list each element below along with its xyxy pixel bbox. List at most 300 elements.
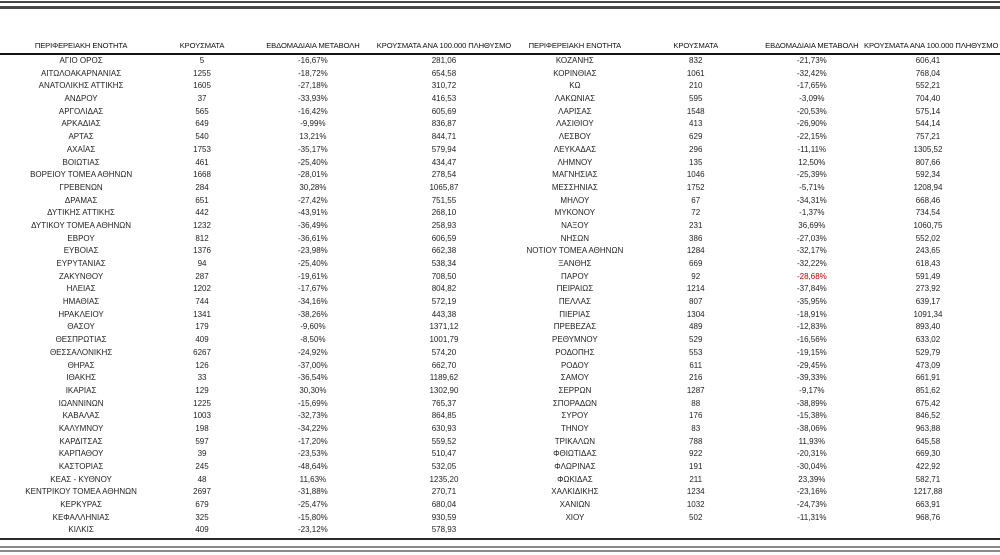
weekly-change-cell: -39,33%: [796, 373, 827, 383]
weekly-change-cell: -9,99%: [300, 119, 326, 129]
table-row: [8, 169, 512, 182]
table-row: [8, 55, 512, 68]
region-cell: ΡΟΔΟΠΗΣ: [555, 347, 595, 357]
weekly-change-cell: -15,80%: [298, 512, 328, 522]
weekly-change-cell: -34,22%: [298, 423, 328, 433]
region-cell: ΚΑΡΔΙΤΣΑΣ: [59, 436, 103, 446]
table-row: [518, 347, 992, 360]
cases-per-100k-cell: 1208,94: [913, 182, 943, 192]
region-cell: ΠΙΕΡΙΑΣ: [559, 309, 591, 319]
weekly-change-cell: -3,09%: [799, 94, 825, 104]
region-cell: ΓΡΕΒΕΝΩΝ: [59, 182, 103, 192]
weekly-change-cell: -19,61%: [298, 271, 328, 281]
cases-cell: 922: [689, 449, 703, 459]
table-row: [518, 131, 992, 144]
region-cell: ΗΜΑΘΙΑΣ: [62, 297, 100, 307]
table-row: [8, 372, 512, 385]
region-cell: ΚΟΖΑΝΗΣ: [555, 56, 594, 65]
cases-cell: 1255: [193, 68, 211, 78]
cases-per-100k-cell: 768,04: [915, 68, 941, 78]
left-table-header-row: [8, 39, 512, 53]
weekly-change-cell: -9,60%: [300, 322, 326, 332]
weekly-change-cell: -17,67%: [298, 284, 328, 294]
weekly-change-cell: -23,98%: [298, 246, 328, 256]
table-row: [518, 106, 992, 119]
weekly-change-cell: -32,22%: [796, 259, 827, 268]
cases-per-100k-cell: 639,17: [915, 297, 941, 307]
region-cell: ΤΡΙΚΑΛΩΝ: [554, 436, 595, 446]
cases-per-100k-cell: 1305,52: [913, 144, 943, 154]
cases-cell: 296: [689, 144, 703, 154]
cases-per-100k-cell: 669,30: [915, 449, 941, 459]
cases-per-100k-cell: 268,10: [431, 208, 457, 218]
cases-per-100k-cell: 633,02: [915, 335, 941, 345]
cases-per-100k-cell: 278,54: [431, 170, 457, 180]
cases-cell: 245: [195, 462, 209, 471]
table-row: [8, 258, 512, 271]
region-cell: ΑΡΓΟΛΙΔΑΣ: [58, 106, 104, 116]
cases-per-100k-cell: 605,69: [431, 106, 457, 116]
cases-per-100k-cell: 734,54: [915, 208, 941, 218]
region-cell: ΚΑΛΥΜΝΟΥ: [58, 423, 104, 433]
cases-per-100k-cell: 846,52: [915, 411, 941, 421]
cases-cell: 176: [689, 411, 703, 421]
weekly-change-cell: -22,15%: [796, 132, 827, 142]
weekly-change-cell: -43,91%: [298, 208, 328, 218]
region-cell: ΕΥΒΟΙΑΣ: [63, 246, 99, 256]
table-row: [8, 512, 512, 525]
cases-per-100k-cell: 538,34: [431, 259, 457, 268]
weekly-change-cell: -32,42%: [796, 68, 827, 78]
weekly-change-cell: -29,45%: [796, 360, 827, 370]
weekly-change-cell: -16,67%: [298, 56, 328, 65]
region-cell: ΠΡΕΒΕΖΑΣ: [553, 322, 597, 332]
weekly-change-cell: -38,26%: [298, 309, 328, 319]
cases-per-100k-cell: 592,34: [915, 170, 941, 180]
cases-per-100k-cell: 532,05: [431, 462, 457, 471]
cases-per-100k-cell: 243,65: [915, 246, 941, 256]
table-row: [8, 80, 512, 93]
cases-per-100k-cell: 630,93: [431, 423, 457, 433]
cases-per-100k-cell: 844,71: [431, 132, 457, 142]
table-row: [518, 144, 992, 157]
weekly-change-cell: -31,88%: [298, 487, 328, 497]
cases-per-100k-cell: 963,88: [915, 423, 941, 433]
weekly-change-cell: -35,95%: [796, 297, 827, 307]
weekly-change-cell: -37,84%: [796, 284, 827, 294]
weekly-change-cell: -27,03%: [796, 233, 827, 243]
cases-per-100k-cell: 662,70: [431, 360, 457, 370]
region-cell: ΠΑΡΟΥ: [561, 271, 589, 281]
table-row: [8, 106, 512, 119]
cases-cell: 744: [195, 297, 209, 307]
table-row: [518, 385, 992, 398]
cases-cell: 67: [691, 195, 701, 205]
cases-cell: 210: [689, 81, 703, 91]
cases-cell: 540: [195, 132, 209, 142]
table-row: [8, 182, 512, 195]
cases-cell: 33: [197, 373, 207, 383]
weekly-change-cell: -38,89%: [796, 398, 827, 408]
table-row: [8, 131, 512, 144]
cases-per-100k-cell: 579,94: [431, 144, 457, 154]
cases-cell: 135: [689, 157, 703, 167]
table-row: [518, 334, 992, 347]
cases-per-100k-cell: 510,47: [431, 449, 457, 459]
weekly-change-cell: 36,69%: [798, 220, 826, 230]
cases-per-100k-cell: 591,49: [915, 271, 941, 281]
cases-cell: 1225: [193, 398, 211, 408]
table-row: [518, 93, 992, 106]
cases-cell: 409: [195, 525, 209, 535]
cases-cell: 191: [689, 462, 703, 471]
table-row: [8, 233, 512, 246]
cases-cell: 649: [195, 119, 209, 129]
region-cell: ΚΕΝΤΡΙΚΟΥ ΤΟΜΕΑ ΑΘΗΝΩΝ: [25, 487, 137, 497]
region-cell: ΙΩΑΝΝΙΝΩΝ: [58, 398, 104, 408]
region-cell: ΙΘΑΚΗΣ: [66, 373, 96, 383]
region-cell: ΦΘΙΩΤΙΔΑΣ: [553, 449, 597, 459]
cases-cell: 788: [689, 436, 703, 446]
region-cell: ΙΚΑΡΙΑΣ: [65, 385, 97, 395]
cases-per-100k-cell: 606,41: [915, 56, 941, 65]
cases-cell: 651: [195, 195, 209, 205]
table-row: [518, 474, 992, 487]
table-row: [518, 436, 992, 449]
cases-per-100k-cell: 1091,34: [913, 309, 943, 319]
cases-per-100k-cell: 662,38: [431, 246, 457, 256]
cases-per-100k-cell: 618,43: [915, 259, 941, 268]
column-header-weekly-change: ΕΒΔΟΜΑΔΙΑΙΑ ΜΕΤΑΒΟΛΗ: [765, 41, 859, 50]
cases-per-100k-cell: 416,53: [431, 94, 457, 104]
region-cell: ΦΩΚΙΔΑΣ: [557, 474, 593, 484]
cases-cell: 325: [195, 512, 209, 522]
region-cell: ΛΕΣΒΟΥ: [558, 132, 591, 142]
cases-per-100k-cell: 574,20: [431, 347, 457, 357]
region-cell: ΣΕΡΡΩΝ: [558, 385, 592, 395]
cases-per-100k-cell: 1235,20: [429, 474, 459, 484]
table-row: [8, 524, 512, 537]
weekly-change-cell: -20,53%: [796, 106, 827, 116]
cases-per-100k-cell: 654,58: [431, 68, 457, 78]
region-cell: ΚΙΛΚΙΣ: [68, 525, 94, 535]
cases-cell: 1605: [193, 81, 211, 91]
table-row: [8, 321, 512, 334]
cases-cell: 1752: [686, 182, 705, 192]
cases-cell: 553: [689, 347, 703, 357]
cases-per-100k-cell: 751,55: [431, 195, 457, 205]
table-row: [518, 309, 992, 322]
cases-cell: 39: [197, 449, 207, 459]
weekly-change-cell: -33,93%: [298, 94, 328, 104]
table-row: [518, 398, 992, 411]
weekly-change-cell: 30,28%: [299, 182, 327, 192]
cases-cell: 1214: [686, 284, 705, 294]
weekly-change-cell: -37,00%: [298, 360, 328, 370]
cases-cell: 1284: [686, 246, 705, 256]
weekly-change-cell: -34,16%: [298, 297, 328, 307]
cases-per-100k-cell: 836,87: [431, 119, 457, 129]
table-row: [8, 118, 512, 131]
region-cell: ΗΡΑΚΛΕΙΟΥ: [58, 309, 104, 319]
cases-cell: 669: [689, 259, 703, 268]
cases-cell: 5: [199, 56, 205, 65]
cases-per-100k-cell: 661,91: [915, 373, 941, 383]
left-table: [8, 39, 512, 537]
region-cell: ΜΕΣΣΗΝΙΑΣ: [551, 182, 598, 192]
cases-per-100k-cell: 443,38: [431, 309, 457, 319]
region-cell: ΣΥΡΟΥ: [561, 411, 589, 421]
column-header-cases-per-100k: ΚΡΟΥΣΜΑΤΑ ΑΝΑ 100.000 ΠΛΗΘΥΣΜΟ: [376, 41, 512, 50]
region-cell: ΖΑΚΥΝΘΟΥ: [58, 271, 104, 281]
table-bottom-line: [0, 538, 1000, 540]
region-cell: ΡΕΘΥΜΝΟΥ: [552, 335, 598, 345]
header-underline: [0, 53, 1000, 55]
table-row: [8, 448, 512, 461]
cases-cell: 1753: [193, 144, 211, 154]
cases-cell: 629: [689, 132, 703, 142]
cases-per-100k-cell: 765,37: [431, 398, 457, 408]
cases-per-100k-cell: 270,71: [431, 487, 457, 497]
table-row: [518, 258, 992, 271]
weekly-change-cell: -28,68%: [796, 271, 827, 281]
left-table-rows: [8, 55, 512, 537]
weekly-change-cell: -19,15%: [796, 347, 827, 357]
table-row: [8, 207, 512, 220]
weekly-change-cell: -18,72%: [298, 68, 328, 78]
region-cell: ΛΕΥΚΑΔΑΣ: [553, 144, 597, 154]
region-cell: ΜΑΓΝΗΣΙΑΣ: [552, 170, 598, 180]
region-cell: ΘΗΡΑΣ: [67, 360, 95, 370]
cases-per-100k-cell: 807,66: [915, 157, 941, 167]
region-cell: ΑΡΚΑΔΙΑΣ: [61, 119, 101, 129]
cases-per-100k-cell: 1217,88: [913, 487, 943, 497]
region-cell: ΣΑΜΟΥ: [560, 373, 589, 383]
cases-cell: 287: [195, 271, 209, 281]
table-row: [518, 195, 992, 208]
region-cell: ΒΟΙΩΤΙΑΣ: [62, 157, 100, 167]
cases-cell: 461: [195, 157, 209, 167]
region-cell: ΚΟΡΙΝΘΙΑΣ: [553, 68, 597, 78]
weekly-change-cell: -25,39%: [796, 170, 827, 180]
table-row: [8, 68, 512, 81]
table-row: [518, 410, 992, 423]
cases-cell: 1232: [193, 220, 211, 230]
weekly-change-cell: -48,64%: [298, 462, 328, 471]
region-cell: ΠΕΛΛΑΣ: [558, 297, 591, 307]
cases-cell: 679: [195, 500, 209, 510]
bottom-double-line: [0, 546, 1000, 552]
region-cell: ΗΛΕΙΑΣ: [66, 284, 96, 294]
region-cell: ΘΑΣΟΥ: [67, 322, 95, 332]
region-cell: ΝΟΤΙΟΥ ΤΟΜΕΑ ΑΘΗΝΩΝ: [526, 246, 624, 256]
region-cell: ΑΡΤΑΣ: [68, 132, 94, 142]
cases-cell: 812: [195, 233, 209, 243]
cases-cell: 1202: [193, 284, 211, 294]
cases-cell: 88: [691, 398, 701, 408]
cases-cell: 92: [691, 271, 701, 281]
region-cell: ΔΥΤΙΚΟΥ ΤΟΜΕΑ ΑΘΗΝΩΝ: [31, 220, 132, 230]
region-cell: ΕΒΡΟΥ: [67, 233, 95, 243]
column-header-regional-unit: ΠΕΡΙΦΕΡΕΙΑΚΗ ΕΝΟΤΗΤΑ: [528, 41, 622, 50]
weekly-change-cell: -15,38%: [796, 411, 827, 421]
table-row: [8, 309, 512, 322]
table-row: [518, 80, 992, 93]
table-row: [8, 474, 512, 487]
cases-cell: 386: [689, 233, 703, 243]
weekly-change-cell: -23,12%: [298, 525, 328, 535]
region-cell: ΒΟΡΕΙΟΥ ΤΟΜΕΑ ΑΘΗΝΩΝ: [30, 170, 133, 180]
weekly-change-cell: -27,18%: [298, 81, 328, 91]
weekly-change-cell: -17,20%: [298, 436, 328, 446]
weekly-change-cell: -11,11%: [797, 144, 827, 154]
weekly-change-cell: 11,93%: [798, 436, 826, 446]
region-cell: ΛΑΡΙΣΑΣ: [558, 106, 592, 116]
region-cell: ΚΑΣΤΟΡΙΑΣ: [58, 462, 104, 471]
region-cell: ΘΕΣΠΡΩΤΙΑΣ: [55, 335, 107, 345]
weekly-change-cell: -32,17%: [796, 246, 827, 256]
table-row: [8, 195, 512, 208]
region-cell: ΚΕΦΑΛΛΗΝΙΑΣ: [52, 512, 110, 522]
table-row: [8, 347, 512, 360]
region-cell: ΔΥΤΙΚΗΣ ΑΤΤΙΚΗΣ: [47, 208, 115, 218]
weekly-change-cell: -24,73%: [796, 500, 827, 510]
table-row: [518, 157, 992, 170]
region-cell: ΑΝΔΡΟΥ: [64, 94, 98, 104]
table-row: [518, 220, 992, 233]
table-row: [518, 372, 992, 385]
column-header-cases: ΚΡΟΥΣΜΑΤΑ: [179, 41, 225, 50]
weekly-change-cell: -9,17%: [799, 385, 825, 395]
weekly-change-cell: -34,31%: [796, 195, 827, 205]
cases-cell: 1032: [686, 500, 705, 510]
cases-cell: 489: [689, 322, 703, 332]
cases-cell: 231: [689, 220, 703, 230]
cases-cell: 565: [195, 106, 209, 116]
cases-per-100k-cell: 273,92: [915, 284, 941, 294]
cases-per-100k-cell: 606,59: [431, 233, 457, 243]
weekly-change-cell: -32,73%: [298, 411, 328, 421]
cases-cell: 1287: [686, 385, 705, 395]
cases-per-100k-cell: 582,71: [915, 474, 941, 484]
region-cell: ΝΑΞΟΥ: [561, 220, 589, 230]
cases-cell: 2697: [193, 487, 211, 497]
region-cell: ΛΑΣΙΘΙΟΥ: [556, 119, 594, 129]
weekly-change-cell: -11,31%: [797, 512, 827, 522]
region-cell: ΛΗΜΝΟΥ: [557, 157, 593, 167]
right-table: [518, 39, 999, 537]
weekly-change-cell: -27,42%: [298, 195, 328, 205]
cases-cell: 597: [195, 436, 209, 446]
region-cell: ΔΡΑΜΑΣ: [64, 195, 98, 205]
table-row: [8, 334, 512, 347]
cases-per-100k-cell: 552,21: [915, 81, 941, 91]
region-cell: ΦΛΩΡΙΝΑΣ: [554, 462, 596, 471]
weekly-change-cell: -36,49%: [298, 220, 328, 230]
table-row: [518, 271, 992, 284]
weekly-change-cell: 11,63%: [299, 474, 327, 484]
table-row: [8, 220, 512, 233]
cases-cell: 198: [195, 423, 209, 433]
table-row: [8, 423, 512, 436]
cases-per-100k-cell: 281,06: [431, 56, 457, 65]
cases-cell: 72: [691, 208, 701, 218]
table-row: [518, 55, 992, 68]
weekly-change-cell: -5,71%: [799, 182, 825, 192]
cases-per-100k-cell: 575,14: [915, 106, 941, 116]
cases-per-100k-cell: 544,14: [915, 119, 941, 129]
cases-per-100k-cell: 1189,62: [429, 373, 459, 383]
region-cell: ΑΝΑΤΟΛΙΚΗΣ ΑΤΤΙΚΗΣ: [38, 81, 124, 91]
cases-per-100k-cell: 968,76: [915, 512, 941, 522]
weekly-change-cell: -36,61%: [298, 233, 328, 243]
table-row: [518, 486, 992, 499]
weekly-change-cell: -38,06%: [796, 423, 827, 433]
table-row: [8, 486, 512, 499]
cases-per-100k-cell: 258,93: [431, 220, 457, 230]
cases-per-100k-cell: 434,47: [431, 157, 457, 167]
weekly-change-cell: -17,65%: [796, 81, 827, 91]
cases-per-100k-cell: 680,04: [431, 500, 457, 510]
cases-cell: 126: [195, 360, 209, 370]
cases-cell: 413: [689, 119, 703, 129]
cases-cell: 442: [195, 208, 209, 218]
weekly-change-cell: 23,39%: [798, 474, 826, 484]
cases-per-100k-cell: 930,59: [431, 512, 457, 522]
cases-per-100k-cell: 310,72: [431, 81, 457, 91]
table-row: [518, 360, 992, 373]
regional-cases-tables: [8, 39, 999, 537]
table-row: [518, 499, 992, 512]
table-row: [8, 436, 512, 449]
region-cell: ΡΟΔΟΥ: [560, 360, 589, 370]
weekly-change-cell: -25,40%: [298, 157, 328, 167]
table-row: [518, 233, 992, 246]
cases-per-100k-cell: 473,09: [915, 360, 941, 370]
cases-cell: 6267: [193, 347, 211, 357]
cases-per-100k-cell: 1302,90: [429, 385, 459, 395]
table-row: [8, 461, 512, 474]
cases-cell: 37: [197, 94, 207, 104]
cases-per-100k-cell: 529,79: [915, 347, 941, 357]
table-row: [518, 245, 992, 258]
region-cell: ΞΑΝΘΗΣ: [558, 259, 592, 268]
table-row: [518, 68, 992, 81]
weekly-change-cell: -1,37%: [799, 208, 825, 218]
column-header-cases: ΚΡΟΥΣΜΑΤΑ: [673, 41, 719, 50]
region-cell: ΝΗΣΩΝ: [560, 233, 589, 243]
weekly-change-cell: -12,83%: [796, 322, 827, 332]
cases-cell: 409: [195, 335, 209, 345]
cases-cell: 83: [691, 423, 701, 433]
top-border-line-thin: [0, 1, 1000, 3]
table-row: [518, 321, 992, 334]
weekly-change-cell: -16,56%: [796, 335, 827, 345]
table-row: [8, 93, 512, 106]
cases-per-100k-cell: 1060,75: [913, 220, 943, 230]
table-row: [518, 283, 992, 296]
region-cell: ΧΑΝΙΩΝ: [559, 500, 591, 510]
table-row: [8, 385, 512, 398]
weekly-change-cell: -25,40%: [298, 259, 328, 268]
weekly-change-cell: -30,04%: [796, 462, 827, 471]
cases-cell: 611: [689, 360, 703, 370]
cases-per-100k-cell: 559,52: [431, 436, 457, 446]
table-row: [8, 283, 512, 296]
cases-per-100k-cell: 422,92: [915, 462, 941, 471]
cases-per-100k-cell: 1065,87: [429, 182, 459, 192]
region-cell: ΤΗΝΟΥ: [561, 423, 589, 433]
